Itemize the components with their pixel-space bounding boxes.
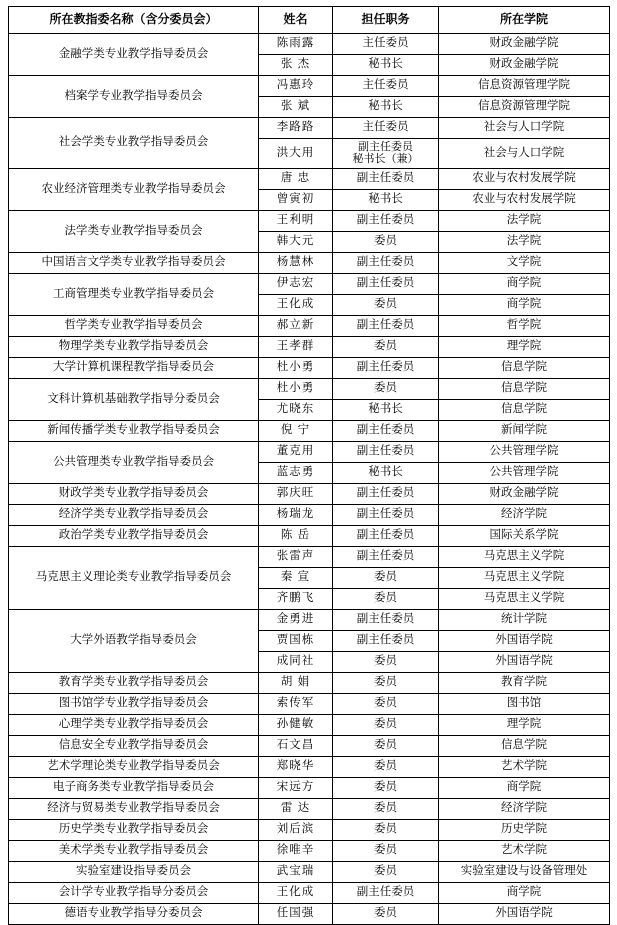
cell-member-name: 杨慧林 [259, 253, 333, 274]
cell-member-name: 宋远方 [259, 778, 333, 799]
cell-member-name: 王孝群 [259, 337, 333, 358]
cell-member-name: 杨瑞龙 [259, 505, 333, 526]
cell-college: 经济学院 [439, 505, 610, 526]
cell-committee-name: 新闻传播学类专业教学指导委员会 [9, 421, 259, 442]
cell-committee-name: 实验室建设指导委员会 [9, 862, 259, 883]
table-row [9, 358, 610, 379]
cell-college: 信息学院 [439, 736, 610, 757]
table-row [9, 862, 610, 883]
cell-committee-name: 档案学专业教学指导委员会 [9, 76, 259, 118]
cell-duty: 秘书长 [333, 463, 439, 484]
cell-committee-name: 中国语言文学类专业教学指导委员会 [9, 253, 259, 274]
cell-college: 国际关系学院 [439, 526, 610, 547]
header-duty: 担任职务 [333, 7, 439, 34]
cell-member-name: 陈雨露 [259, 34, 333, 55]
cell-member-name: 武宝瑞 [259, 862, 333, 883]
cell-duty: 委员 [333, 757, 439, 778]
cell-member-name: 杜小勇 [259, 379, 333, 400]
cell-college: 商学院 [439, 778, 610, 799]
cell-duty: 副主任委员 [333, 358, 439, 379]
cell-committee-name: 电子商务类专业教学指导委员会 [9, 778, 259, 799]
cell-duty: 主任委员 [333, 34, 439, 55]
cell-committee-name: 大学计算机课程教学指导委员会 [9, 358, 259, 379]
cell-committee-name: 公共管理类专业教学指导委员会 [9, 442, 259, 484]
table-row [9, 211, 610, 232]
table-row [9, 904, 610, 925]
cell-duty: 委员 [333, 652, 439, 673]
table-row [9, 442, 610, 463]
cell-duty: 副主任委员 [333, 211, 439, 232]
cell-duty: 委员 [333, 736, 439, 757]
cell-college: 历史学院 [439, 820, 610, 841]
cell-college: 马克思主义学院 [439, 589, 610, 610]
cell-duty: 副主任委员 [333, 169, 439, 190]
cell-college: 信息资源管理学院 [439, 97, 610, 118]
cell-college: 外国语学院 [439, 631, 610, 652]
table-row [9, 673, 610, 694]
cell-member-name: 王利明 [259, 211, 333, 232]
cell-college: 文学院 [439, 253, 610, 274]
cell-duty: 委员 [333, 295, 439, 316]
header-name: 姓名 [259, 7, 333, 34]
table-row [9, 820, 610, 841]
cell-committee-name: 文科计算机基础教学指导分委员会 [9, 379, 259, 421]
table-row [9, 118, 610, 139]
cell-college: 法学院 [439, 211, 610, 232]
cell-committee-name: 图书馆学专业教学指导委员会 [9, 694, 259, 715]
cell-committee-name: 社会学类专业教学指导委员会 [9, 118, 259, 169]
cell-college: 哲学院 [439, 316, 610, 337]
cell-college: 财政金融学院 [439, 55, 610, 76]
cell-college: 信息学院 [439, 358, 610, 379]
cell-college: 教育学院 [439, 673, 610, 694]
cell-duty: 委员 [333, 862, 439, 883]
table-row [9, 715, 610, 736]
table-row [9, 736, 610, 757]
cell-duty: 副主任委员 [333, 883, 439, 904]
cell-member-name: 张雷声 [259, 547, 333, 568]
cell-member-name: 雷 达 [259, 799, 333, 820]
cell-duty: 主任委员 [333, 118, 439, 139]
cell-duty: 副主任委员 [333, 505, 439, 526]
cell-duty: 秘书长 [333, 400, 439, 421]
cell-member-name: 郭庆旺 [259, 484, 333, 505]
table-row [9, 883, 610, 904]
cell-duty: 副主任委员 [333, 547, 439, 568]
cell-member-name: 杜小勇 [259, 358, 333, 379]
cell-duty: 副主任委员 [333, 316, 439, 337]
cell-member-name: 王化成 [259, 883, 333, 904]
cell-member-name: 曾寅初 [259, 190, 333, 211]
cell-committee-name: 物理学类专业教学指导委员会 [9, 337, 259, 358]
cell-college: 财政金融学院 [439, 34, 610, 55]
cell-member-name: 金勇进 [259, 610, 333, 631]
cell-member-name: 陈 岳 [259, 526, 333, 547]
table-row [9, 610, 610, 631]
cell-duty: 副主任委员 [333, 631, 439, 652]
cell-duty: 副主任委员 [333, 526, 439, 547]
cell-college: 商学院 [439, 883, 610, 904]
cell-duty: 副主任委员 [333, 484, 439, 505]
cell-member-name: 孙健敏 [259, 715, 333, 736]
table-row [9, 484, 610, 505]
cell-member-name: 石文昌 [259, 736, 333, 757]
cell-committee-name: 政治学类专业教学指导委员会 [9, 526, 259, 547]
cell-committee-name: 会计学专业教学指导分委员会 [9, 883, 259, 904]
cell-duty: 副主任委员 [333, 274, 439, 295]
cell-duty: 委员 [333, 904, 439, 925]
table-row [9, 526, 610, 547]
header-college: 所在学院 [439, 7, 610, 34]
cell-college: 信息资源管理学院 [439, 76, 610, 97]
cell-college: 艺术学院 [439, 757, 610, 778]
cell-duty: 委员 [333, 778, 439, 799]
cell-college: 信息学院 [439, 379, 610, 400]
cell-member-name: 尤晓东 [259, 400, 333, 421]
table-header [9, 7, 610, 34]
cell-member-name: 任国强 [259, 904, 333, 925]
table-row [9, 169, 610, 190]
cell-college: 法学院 [439, 232, 610, 253]
cell-member-name: 张 斌 [259, 97, 333, 118]
cell-duty: 委员 [333, 232, 439, 253]
table-row [9, 379, 610, 400]
cell-duty: 委员 [333, 841, 439, 862]
header-committee: 所在教指委名称（含分委员会） [9, 7, 259, 34]
cell-duty: 副主任委员 [333, 610, 439, 631]
cell-duty: 委员 [333, 820, 439, 841]
cell-duty: 秘书长 [333, 55, 439, 76]
cell-member-name: 徐唯辛 [259, 841, 333, 862]
cell-college: 社会与人口学院 [439, 139, 610, 169]
cell-college: 图书馆 [439, 694, 610, 715]
cell-college: 理学院 [439, 337, 610, 358]
cell-committee-name: 法学类专业教学指导委员会 [9, 211, 259, 253]
cell-college: 公共管理学院 [439, 442, 610, 463]
cell-duty: 副主任委员 [333, 442, 439, 463]
table-row [9, 505, 610, 526]
table-row [9, 841, 610, 862]
document-page [0, 6, 617, 920]
committee-members-table [8, 6, 610, 925]
cell-duty: 委员 [333, 694, 439, 715]
table-row [9, 76, 610, 97]
cell-duty: 委员 [333, 337, 439, 358]
cell-college: 农业与农村发展学院 [439, 169, 610, 190]
cell-committee-name: 马克思主义理论类专业教学指导委员会 [9, 547, 259, 610]
cell-duty: 委员 [333, 715, 439, 736]
cell-committee-name: 经济与贸易类专业教学指导委员会 [9, 799, 259, 820]
cell-committee-name: 德语专业教学指导分委员会 [9, 904, 259, 925]
cell-college: 商学院 [439, 274, 610, 295]
cell-college: 理学院 [439, 715, 610, 736]
cell-committee-name: 经济学类专业教学指导委员会 [9, 505, 259, 526]
cell-member-name: 贾国栋 [259, 631, 333, 652]
cell-member-name: 郑晓华 [259, 757, 333, 778]
table-row [9, 778, 610, 799]
cell-member-name: 齐鹏飞 [259, 589, 333, 610]
cell-member-name: 成同社 [259, 652, 333, 673]
cell-committee-name: 农业经济管理类专业教学指导委员会 [9, 169, 259, 211]
cell-member-name: 唐 忠 [259, 169, 333, 190]
cell-duty: 委员 [333, 799, 439, 820]
cell-duty: 委员 [333, 589, 439, 610]
table-row [9, 757, 610, 778]
cell-college: 农业与农村发展学院 [439, 190, 610, 211]
cell-committee-name: 工商管理类专业教学指导委员会 [9, 274, 259, 316]
cell-committee-name: 金融学类专业教学指导委员会 [9, 34, 259, 76]
table-row [9, 316, 610, 337]
cell-duty: 主任委员 [333, 76, 439, 97]
table-row [9, 799, 610, 820]
cell-member-name: 冯惠玲 [259, 76, 333, 97]
cell-college: 新闻学院 [439, 421, 610, 442]
duty-line: 副主任委员 [358, 140, 413, 153]
cell-member-name: 李路路 [259, 118, 333, 139]
cell-college: 统计学院 [439, 610, 610, 631]
cell-committee-name: 心理学类专业教学指导委员会 [9, 715, 259, 736]
table-row [9, 547, 610, 568]
cell-committee-name: 信息安全专业教学指导委员会 [9, 736, 259, 757]
cell-duty: 委员 [333, 673, 439, 694]
cell-duty [333, 139, 439, 169]
cell-member-name: 张 杰 [259, 55, 333, 76]
cell-duty: 委员 [333, 568, 439, 589]
cell-committee-name: 教育学类专业教学指导委员会 [9, 673, 259, 694]
cell-committee-name: 艺术学理论类专业教学指导委员会 [9, 757, 259, 778]
table-row [9, 337, 610, 358]
cell-duty: 副主任委员 [333, 421, 439, 442]
table-row [9, 253, 610, 274]
cell-college: 经济学院 [439, 799, 610, 820]
cell-duty: 委员 [333, 379, 439, 400]
cell-college: 马克思主义学院 [439, 547, 610, 568]
cell-member-name: 胡 娟 [259, 673, 333, 694]
table-row [9, 34, 610, 55]
cell-member-name: 索传军 [259, 694, 333, 715]
cell-member-name: 董克用 [259, 442, 333, 463]
cell-college: 社会与人口学院 [439, 118, 610, 139]
cell-duty: 秘书长 [333, 190, 439, 211]
cell-committee-name: 美术学类专业教学指导委员会 [9, 841, 259, 862]
table-header-row [9, 7, 610, 34]
table-body [9, 34, 610, 925]
cell-committee-name: 历史学类专业教学指导委员会 [9, 820, 259, 841]
cell-committee-name: 财政学类专业教学指导委员会 [9, 484, 259, 505]
cell-member-name: 伊志宏 [259, 274, 333, 295]
cell-college: 财政金融学院 [439, 484, 610, 505]
cell-member-name: 王化成 [259, 295, 333, 316]
cell-college: 艺术学院 [439, 841, 610, 862]
cell-committee-name: 哲学类专业教学指导委员会 [9, 316, 259, 337]
cell-member-name: 刘后滨 [259, 820, 333, 841]
cell-committee-name: 大学外语教学指导委员会 [9, 610, 259, 673]
cell-member-name: 郝立新 [259, 316, 333, 337]
cell-college: 公共管理学院 [439, 463, 610, 484]
cell-college: 商学院 [439, 295, 610, 316]
cell-member-name: 蓝志勇 [259, 463, 333, 484]
table-row [9, 421, 610, 442]
cell-college: 外国语学院 [439, 652, 610, 673]
cell-duty: 秘书长 [333, 97, 439, 118]
cell-member-name: 倪 宁 [259, 421, 333, 442]
cell-member-name: 韩大元 [259, 232, 333, 253]
cell-college: 马克思主义学院 [439, 568, 610, 589]
table-row [9, 274, 610, 295]
duty-line: 秘书长（兼） [352, 152, 419, 165]
cell-college: 实验室建设与设备管理处 [439, 862, 610, 883]
cell-member-name: 秦 宣 [259, 568, 333, 589]
cell-duty: 副主任委员 [333, 253, 439, 274]
cell-college: 外国语学院 [439, 904, 610, 925]
cell-member-name: 洪大用 [259, 139, 333, 169]
cell-college: 信息学院 [439, 400, 610, 421]
table-row [9, 694, 610, 715]
